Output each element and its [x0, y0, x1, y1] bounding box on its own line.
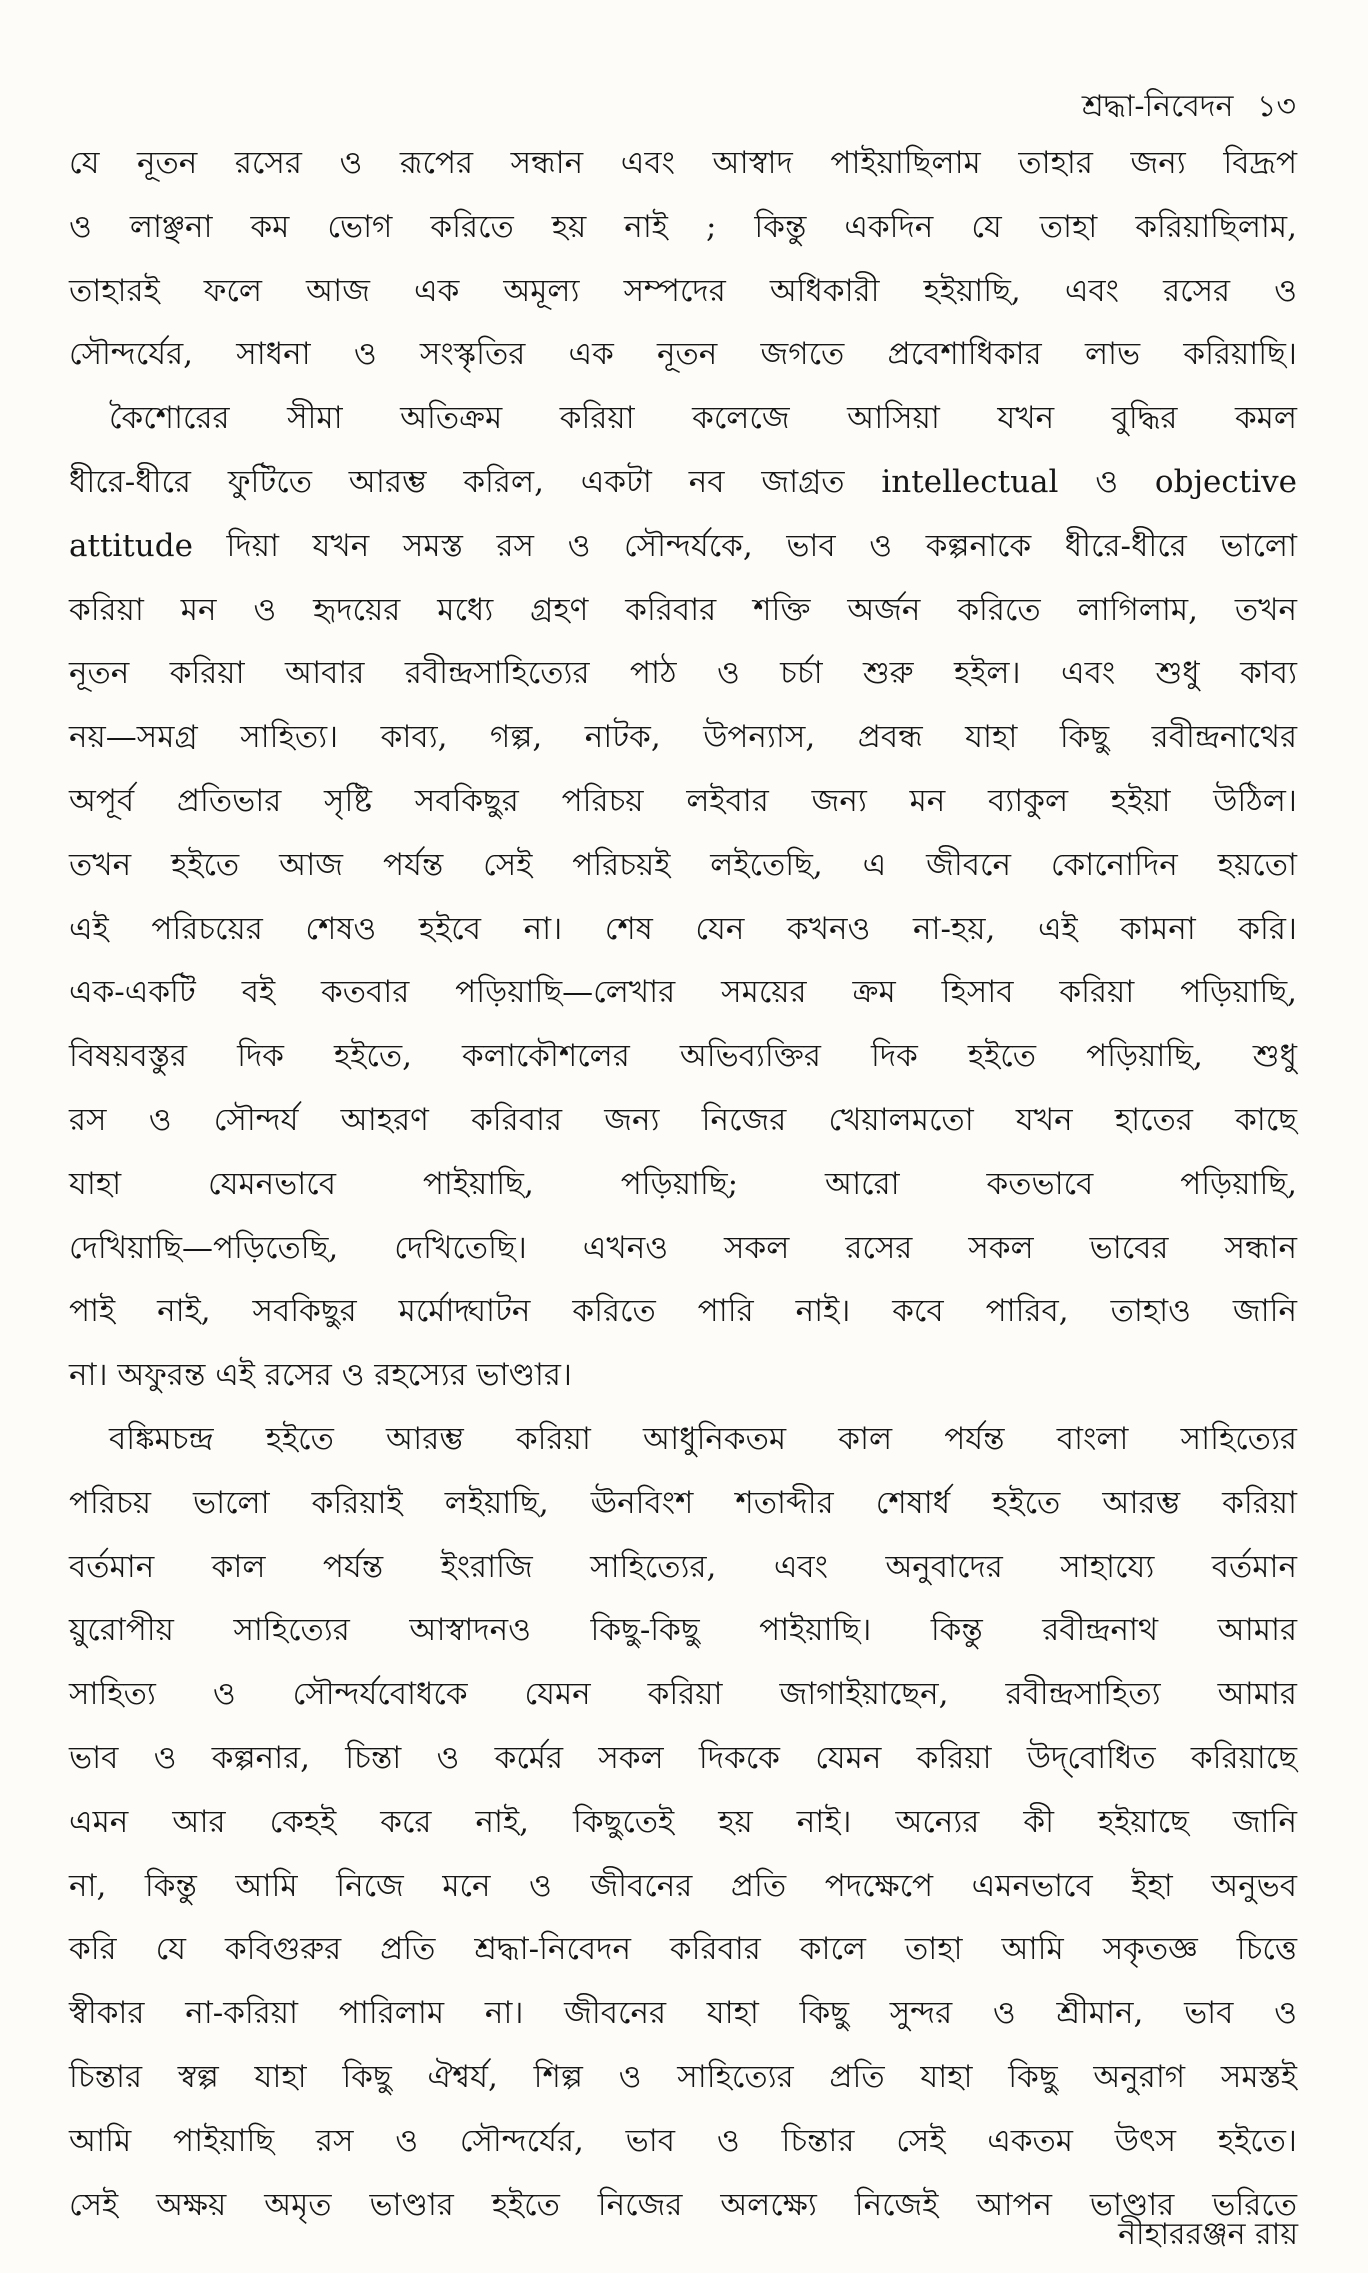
text-line: যাহা যেমনভাবে পাইয়াছি, পড়িয়াছি; আরো কতভাবে পড়িয়াছি, [69, 1165, 1297, 1202]
text-line: করি যে কবিগুরুর প্রতি শ্রদ্ধা-নিবেদন করিবার কালে তাহা আমি সকৃতজ্ঞ চিত্তে [69, 1931, 1297, 1968]
text-line: ও লাঞ্ছনা কম ভোগ করিতে হয় নাই ; কিন্তু একদিন যে তাহা করিয়াছিলাম, [69, 208, 1297, 245]
text-line: বঙ্কিমচন্দ্র হইতে আরম্ভ করিয়া আধুনিকতম কাল পর্যন্ত বাংলা সাহিত্যের [109, 1420, 1297, 1457]
text-line: তখন হইতে আজ পর্যন্ত সেই পরিচয়ই লইতেছি, এ জীবনে কোনোদিন হয়তো [69, 846, 1297, 883]
text-line: কৈশোরের সীমা অতিক্রম করিয়া কলেজে আসিয়া যখন বুদ্ধির কমল [109, 400, 1297, 437]
text-line: আমি পাইয়াছি রস ও সৌন্দর্যের, ভাব ও চিন্তার সেই একতম উৎস হইতে। [69, 2122, 1297, 2159]
paragraph [69, 387, 1297, 1408]
text-line: য়ুরোপীয় সাহিত্যের আস্বাদনও কিছু-কিছু পাইয়াছি। কিন্তু রবীন্দ্রনাথ আমার [69, 1612, 1297, 1649]
page-number: ১৩ [1257, 89, 1296, 124]
text-line: সৌন্দর্যের, সাধনা ও সংস্কৃতির এক নূতন জগতে প্রবেশাধিকার লাভ করিয়াছি। [69, 336, 1297, 373]
text-line: তাহারই ফলে আজ এক অমূল্য সম্পদের অধিকারী হইয়াছি, এবং রসের ও [69, 272, 1297, 309]
text-line: রস ও সৌন্দর্য আহরণ করিবার জন্য নিজের খেয়ালমতো যখন হাতের কাছে [69, 1101, 1297, 1138]
text-line: নূতন করিয়া আবার রবীন্দ্রসাহিত্যের পাঠ ও চর্চা শুরু হইল। এবং শুধু কাব্য [69, 655, 1297, 692]
body-text [69, 132, 1297, 2237]
text-line: পাই নাই, সবকিছুর মর্মোদ্ঘাটন করিতে পারি নাই। কবে পারিব, তাহাও জানি [69, 1293, 1297, 1330]
text-line: স্বীকার না-করিয়া পারিলাম না। জীবনের যাহা কিছু সুন্দর ও শ্রীমান, ভাব ও [69, 1995, 1297, 2032]
paragraph [69, 132, 1297, 387]
header-title: শ্রদ্ধা-নিবেদন [1081, 89, 1234, 124]
text-line: এই পরিচয়ের শেষও হইবে না। শেষ যেন কখনও না-হয়, এই কামনা করি। [69, 910, 1297, 947]
text-line: দেখিয়াছি—পড়িতেছি, দেখিতেছি। এখনও সকল রসের সকল ভাবের সন্ধান [69, 1229, 1297, 1266]
text-line: না। অফুরন্ত এই রসের ও রহস্যের ভাণ্ডার। [69, 1357, 573, 1394]
text-line: ধীরে-ধীরে ফুটিতে আরম্ভ করিল, একটা নব জাগ্রত intellectual ও objective [69, 463, 1297, 500]
text-line: ভাব ও কল্পনার, চিন্তা ও কর্মের সকল দিককে যেমন করিয়া উদ্‌বোধিত করিয়াছে [69, 1739, 1297, 1776]
text-line: নয়—সমগ্র সাহিত্য। কাব্য, গল্প, নাটক, উপন্যাস, প্রবন্ধ যাহা কিছু রবীন্দ্রনাথের [69, 719, 1297, 756]
text-line: যে নূতন রসের ও রূপের সন্ধান এবং আস্বাদ পাইয়াছিলাম তাহার জন্য বিদ্রূপ [69, 145, 1297, 181]
text-line: অপূর্ব প্রতিভার সৃষ্টি সবকিছুর পরিচয় লইবার জন্য মন ব্যাকুল হইয়া উঠিল। [69, 782, 1297, 819]
text-line: এমন আর কেহই করে নাই, কিছুতেই হয় নাই। অন্যের কী হইয়াছে জানি [69, 1803, 1297, 1840]
text-line: সেই অক্ষয় অমৃত ভাণ্ডার হইতে নিজের অলক্ষ্যে নিজেই আপন ভাণ্ডার ভরিতে [69, 2186, 1297, 2223]
paragraph [69, 1408, 1297, 2237]
footer-author: নীহাররঞ্জন রায় [1118, 2217, 1298, 2252]
text-line: বর্তমান কাল পর্যন্ত ইংরাজি সাহিত্যের, এবং অনুবাদের সাহায্যে বর্তমান [69, 1548, 1297, 1585]
text-line: সাহিত্য ও সৌন্দর্যবোধকে যেমন করিয়া জাগাইয়াছেন, রবীন্দ্রসাহিত্য আমার [69, 1676, 1297, 1713]
running-header [1068, 82, 1296, 133]
text-line: এক-একটি বই কতবার পড়িয়াছি—লেখার সময়ের ক্রম হিসাব করিয়া পড়িয়াছি, [69, 974, 1297, 1011]
text-line: চিন্তার স্বল্প যাহা কিছু ঐশ্বর্য, শিল্প ও সাহিত্যের প্রতি যাহা কিছু অনুরাগ সমস্তই [69, 2058, 1297, 2095]
text-line: না, কিন্তু আমি নিজে মনে ও জীবনের প্রতি পদক্ষেপে এমনভাবে ইহা অনুভব [69, 1867, 1297, 1904]
text-line: attitude দিয়া যখন সমস্ত রস ও সৌন্দর্যকে, ভাব ও কল্পনাকে ধীরে-ধীরে ভালো [69, 527, 1297, 564]
text-line: পরিচয় ভালো করিয়াই লইয়াছি, ঊনবিংশ শতাব্দীর শেষার্ধ হইতে আরম্ভ করিয়া [69, 1484, 1297, 1521]
text-line: বিষয়বস্তুর দিক হইতে, কলাকৌশলের অভিব্যক্তির দিক হইতে পড়িয়াছি, শুধু [69, 1038, 1297, 1075]
text-line: করিয়া মন ও হৃদয়ের মধ্যে গ্রহণ করিবার শক্তি অর্জন করিতে লাগিলাম, তখন [69, 591, 1297, 628]
